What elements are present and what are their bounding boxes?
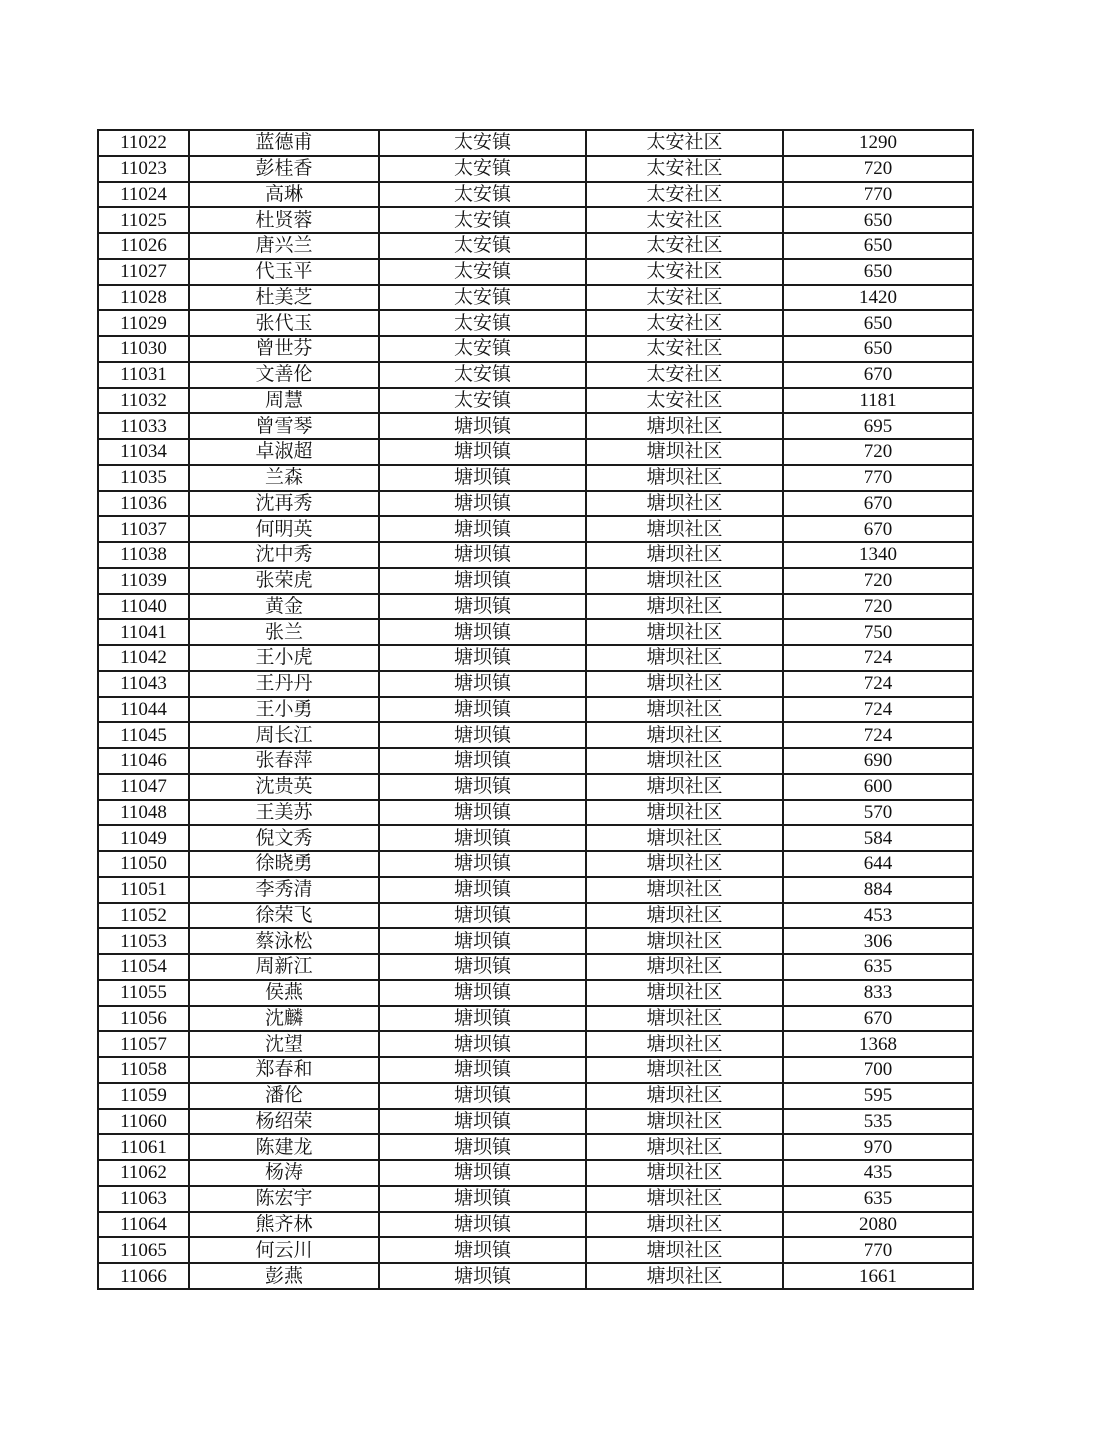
cell-id: 11031 bbox=[98, 362, 189, 388]
table-row bbox=[98, 774, 973, 800]
cell-community: 塘坝社区 bbox=[586, 1083, 783, 1109]
table-row bbox=[98, 1212, 973, 1238]
cell-id: 11040 bbox=[98, 594, 189, 620]
cell-town: 塘坝镇 bbox=[379, 1006, 586, 1032]
cell-name: 张兰 bbox=[189, 619, 379, 645]
table-row bbox=[98, 1083, 973, 1109]
cell-community: 塘坝社区 bbox=[586, 1031, 783, 1057]
table-row bbox=[98, 310, 973, 336]
table-row bbox=[98, 594, 973, 620]
cell-town: 塘坝镇 bbox=[379, 413, 586, 439]
cell-amount: 635 bbox=[783, 1186, 973, 1212]
cell-community: 塘坝社区 bbox=[586, 851, 783, 877]
cell-community: 塘坝社区 bbox=[586, 491, 783, 517]
cell-amount: 635 bbox=[783, 954, 973, 980]
cell-town: 塘坝镇 bbox=[379, 1109, 586, 1135]
table-row bbox=[98, 130, 973, 156]
cell-name: 潘伦 bbox=[189, 1083, 379, 1109]
cell-name: 杜美芝 bbox=[189, 285, 379, 311]
table-row bbox=[98, 1109, 973, 1135]
table-row bbox=[98, 568, 973, 594]
cell-name: 徐荣飞 bbox=[189, 903, 379, 929]
cell-community: 塘坝社区 bbox=[586, 877, 783, 903]
table-row bbox=[98, 851, 973, 877]
cell-amount: 650 bbox=[783, 310, 973, 336]
cell-community: 太安社区 bbox=[586, 156, 783, 182]
cell-name: 徐晓勇 bbox=[189, 851, 379, 877]
cell-id: 11051 bbox=[98, 877, 189, 903]
cell-id: 11064 bbox=[98, 1212, 189, 1238]
table-row bbox=[98, 439, 973, 465]
table-row bbox=[98, 465, 973, 491]
cell-community: 塘坝社区 bbox=[586, 1134, 783, 1160]
cell-town: 太安镇 bbox=[379, 362, 586, 388]
cell-id: 11033 bbox=[98, 413, 189, 439]
cell-name: 彭桂香 bbox=[189, 156, 379, 182]
cell-amount: 770 bbox=[783, 1237, 973, 1263]
cell-community: 塘坝社区 bbox=[586, 903, 783, 929]
cell-community: 塘坝社区 bbox=[586, 413, 783, 439]
cell-town: 塘坝镇 bbox=[379, 645, 586, 671]
table-row bbox=[98, 1057, 973, 1083]
cell-community: 塘坝社区 bbox=[586, 722, 783, 748]
cell-id: 11026 bbox=[98, 233, 189, 259]
cell-name: 张代玉 bbox=[189, 310, 379, 336]
cell-id: 11037 bbox=[98, 516, 189, 542]
cell-town: 塘坝镇 bbox=[379, 671, 586, 697]
cell-community: 太安社区 bbox=[586, 285, 783, 311]
cell-name: 王小勇 bbox=[189, 697, 379, 723]
cell-amount: 770 bbox=[783, 182, 973, 208]
cell-name: 高琳 bbox=[189, 182, 379, 208]
cell-community: 塘坝社区 bbox=[586, 1263, 783, 1289]
cell-name: 文善伦 bbox=[189, 362, 379, 388]
cell-town: 塘坝镇 bbox=[379, 594, 586, 620]
cell-amount: 650 bbox=[783, 336, 973, 362]
cell-community: 塘坝社区 bbox=[586, 439, 783, 465]
cell-name: 兰森 bbox=[189, 465, 379, 491]
cell-name: 杨绍荣 bbox=[189, 1109, 379, 1135]
cell-id: 11055 bbox=[98, 980, 189, 1006]
cell-town: 塘坝镇 bbox=[379, 1237, 586, 1263]
cell-community: 塘坝社区 bbox=[586, 645, 783, 671]
table-row bbox=[98, 825, 973, 851]
cell-name: 熊齐林 bbox=[189, 1212, 379, 1238]
cell-amount: 770 bbox=[783, 465, 973, 491]
cell-town: 塘坝镇 bbox=[379, 954, 586, 980]
cell-community: 塘坝社区 bbox=[586, 697, 783, 723]
cell-name: 曾世芬 bbox=[189, 336, 379, 362]
table-row bbox=[98, 800, 973, 826]
cell-name: 周长江 bbox=[189, 722, 379, 748]
cell-name: 张春萍 bbox=[189, 748, 379, 774]
cell-town: 塘坝镇 bbox=[379, 465, 586, 491]
cell-community: 塘坝社区 bbox=[586, 1006, 783, 1032]
cell-community: 太安社区 bbox=[586, 362, 783, 388]
cell-town: 塘坝镇 bbox=[379, 568, 586, 594]
cell-name: 陈宏宇 bbox=[189, 1186, 379, 1212]
cell-name: 张荣虎 bbox=[189, 568, 379, 594]
cell-amount: 720 bbox=[783, 594, 973, 620]
cell-community: 塘坝社区 bbox=[586, 825, 783, 851]
cell-town: 塘坝镇 bbox=[379, 1160, 586, 1186]
cell-id: 11049 bbox=[98, 825, 189, 851]
table-row bbox=[98, 619, 973, 645]
cell-name: 沈麟 bbox=[189, 1006, 379, 1032]
cell-id: 11057 bbox=[98, 1031, 189, 1057]
cell-id: 11053 bbox=[98, 928, 189, 954]
table-row bbox=[98, 1006, 973, 1032]
cell-town: 塘坝镇 bbox=[379, 697, 586, 723]
cell-amount: 570 bbox=[783, 800, 973, 826]
cell-name: 彭燕 bbox=[189, 1263, 379, 1289]
cell-id: 11063 bbox=[98, 1186, 189, 1212]
cell-town: 太安镇 bbox=[379, 233, 586, 259]
cell-community: 太安社区 bbox=[586, 233, 783, 259]
cell-community: 塘坝社区 bbox=[586, 954, 783, 980]
table-row bbox=[98, 928, 973, 954]
cell-id: 11028 bbox=[98, 285, 189, 311]
cell-amount: 453 bbox=[783, 903, 973, 929]
cell-town: 塘坝镇 bbox=[379, 774, 586, 800]
cell-town: 太安镇 bbox=[379, 182, 586, 208]
cell-town: 塘坝镇 bbox=[379, 1212, 586, 1238]
cell-amount: 306 bbox=[783, 928, 973, 954]
cell-amount: 1368 bbox=[783, 1031, 973, 1057]
cell-town: 塘坝镇 bbox=[379, 800, 586, 826]
table-row bbox=[98, 542, 973, 568]
cell-community: 塘坝社区 bbox=[586, 980, 783, 1006]
cell-amount: 670 bbox=[783, 516, 973, 542]
cell-town: 塘坝镇 bbox=[379, 748, 586, 774]
table-row bbox=[98, 259, 973, 285]
cell-community: 太安社区 bbox=[586, 388, 783, 414]
table-row bbox=[98, 336, 973, 362]
cell-name: 沈中秀 bbox=[189, 542, 379, 568]
cell-name: 何云川 bbox=[189, 1237, 379, 1263]
cell-id: 11023 bbox=[98, 156, 189, 182]
cell-id: 11034 bbox=[98, 439, 189, 465]
table-row bbox=[98, 697, 973, 723]
cell-name: 沈贵英 bbox=[189, 774, 379, 800]
cell-amount: 724 bbox=[783, 645, 973, 671]
cell-community: 太安社区 bbox=[586, 182, 783, 208]
cell-amount: 724 bbox=[783, 722, 973, 748]
cell-community: 塘坝社区 bbox=[586, 1057, 783, 1083]
cell-community: 太安社区 bbox=[586, 207, 783, 233]
table-row bbox=[98, 362, 973, 388]
cell-town: 塘坝镇 bbox=[379, 1031, 586, 1057]
cell-community: 塘坝社区 bbox=[586, 800, 783, 826]
table-row bbox=[98, 645, 973, 671]
table-row bbox=[98, 980, 973, 1006]
cell-amount: 720 bbox=[783, 439, 973, 465]
cell-id: 11046 bbox=[98, 748, 189, 774]
cell-id: 11038 bbox=[98, 542, 189, 568]
cell-name: 蔡泳松 bbox=[189, 928, 379, 954]
cell-id: 11043 bbox=[98, 671, 189, 697]
beneficiary-roster-table bbox=[97, 129, 974, 1290]
table-row bbox=[98, 1263, 973, 1289]
cell-id: 11045 bbox=[98, 722, 189, 748]
cell-name: 王小虎 bbox=[189, 645, 379, 671]
cell-amount: 1420 bbox=[783, 285, 973, 311]
cell-community: 太安社区 bbox=[586, 310, 783, 336]
cell-amount: 670 bbox=[783, 362, 973, 388]
cell-community: 塘坝社区 bbox=[586, 1160, 783, 1186]
table-row bbox=[98, 413, 973, 439]
cell-name: 周新江 bbox=[189, 954, 379, 980]
cell-id: 11035 bbox=[98, 465, 189, 491]
cell-id: 11025 bbox=[98, 207, 189, 233]
cell-name: 倪文秀 bbox=[189, 825, 379, 851]
cell-town: 塘坝镇 bbox=[379, 851, 586, 877]
cell-amount: 884 bbox=[783, 877, 973, 903]
cell-id: 11036 bbox=[98, 491, 189, 517]
cell-id: 11042 bbox=[98, 645, 189, 671]
cell-amount: 600 bbox=[783, 774, 973, 800]
table-row bbox=[98, 516, 973, 542]
cell-amount: 833 bbox=[783, 980, 973, 1006]
cell-town: 塘坝镇 bbox=[379, 928, 586, 954]
cell-town: 塘坝镇 bbox=[379, 619, 586, 645]
cell-name: 王美苏 bbox=[189, 800, 379, 826]
table-row bbox=[98, 877, 973, 903]
cell-town: 塘坝镇 bbox=[379, 516, 586, 542]
cell-amount: 690 bbox=[783, 748, 973, 774]
cell-id: 11032 bbox=[98, 388, 189, 414]
cell-amount: 1661 bbox=[783, 1263, 973, 1289]
cell-community: 塘坝社区 bbox=[586, 594, 783, 620]
cell-town: 太安镇 bbox=[379, 207, 586, 233]
cell-id: 11065 bbox=[98, 1237, 189, 1263]
cell-town: 太安镇 bbox=[379, 259, 586, 285]
cell-town: 塘坝镇 bbox=[379, 1134, 586, 1160]
cell-id: 11041 bbox=[98, 619, 189, 645]
cell-amount: 1340 bbox=[783, 542, 973, 568]
cell-id: 11029 bbox=[98, 310, 189, 336]
cell-community: 塘坝社区 bbox=[586, 671, 783, 697]
cell-name: 王丹丹 bbox=[189, 671, 379, 697]
cell-id: 11058 bbox=[98, 1057, 189, 1083]
cell-amount: 700 bbox=[783, 1057, 973, 1083]
cell-town: 塘坝镇 bbox=[379, 1057, 586, 1083]
cell-id: 11024 bbox=[98, 182, 189, 208]
cell-name: 杨涛 bbox=[189, 1160, 379, 1186]
cell-name: 侯燕 bbox=[189, 980, 379, 1006]
cell-amount: 535 bbox=[783, 1109, 973, 1135]
cell-community: 塘坝社区 bbox=[586, 568, 783, 594]
cell-name: 黄金 bbox=[189, 594, 379, 620]
cell-town: 塘坝镇 bbox=[379, 439, 586, 465]
cell-town: 塘坝镇 bbox=[379, 825, 586, 851]
cell-id: 11044 bbox=[98, 697, 189, 723]
cell-id: 11052 bbox=[98, 903, 189, 929]
cell-community: 塘坝社区 bbox=[586, 465, 783, 491]
cell-id: 11022 bbox=[98, 130, 189, 156]
cell-id: 11060 bbox=[98, 1109, 189, 1135]
cell-community: 塘坝社区 bbox=[586, 516, 783, 542]
cell-name: 沈望 bbox=[189, 1031, 379, 1057]
cell-amount: 720 bbox=[783, 568, 973, 594]
cell-town: 塘坝镇 bbox=[379, 1186, 586, 1212]
cell-town: 塘坝镇 bbox=[379, 1263, 586, 1289]
cell-name: 蓝德甫 bbox=[189, 130, 379, 156]
cell-amount: 650 bbox=[783, 207, 973, 233]
cell-name: 卓淑超 bbox=[189, 439, 379, 465]
table-row bbox=[98, 1186, 973, 1212]
cell-amount: 720 bbox=[783, 156, 973, 182]
table-body bbox=[98, 130, 973, 1289]
cell-name: 曾雪琴 bbox=[189, 413, 379, 439]
cell-amount: 644 bbox=[783, 851, 973, 877]
cell-name: 代玉平 bbox=[189, 259, 379, 285]
cell-town: 太安镇 bbox=[379, 130, 586, 156]
cell-town: 太安镇 bbox=[379, 336, 586, 362]
table-row bbox=[98, 182, 973, 208]
cell-amount: 724 bbox=[783, 697, 973, 723]
cell-amount: 1181 bbox=[783, 388, 973, 414]
table-row bbox=[98, 207, 973, 233]
cell-id: 11047 bbox=[98, 774, 189, 800]
cell-id: 11062 bbox=[98, 1160, 189, 1186]
cell-community: 塘坝社区 bbox=[586, 542, 783, 568]
cell-id: 11030 bbox=[98, 336, 189, 362]
cell-id: 11059 bbox=[98, 1083, 189, 1109]
cell-name: 李秀清 bbox=[189, 877, 379, 903]
cell-name: 何明英 bbox=[189, 516, 379, 542]
table-row bbox=[98, 1237, 973, 1263]
cell-town: 塘坝镇 bbox=[379, 491, 586, 517]
cell-amount: 650 bbox=[783, 233, 973, 259]
cell-id: 11027 bbox=[98, 259, 189, 285]
cell-amount: 2080 bbox=[783, 1212, 973, 1238]
table-row bbox=[98, 722, 973, 748]
cell-id: 11048 bbox=[98, 800, 189, 826]
cell-amount: 670 bbox=[783, 491, 973, 517]
table-row bbox=[98, 1134, 973, 1160]
cell-amount: 750 bbox=[783, 619, 973, 645]
cell-amount: 670 bbox=[783, 1006, 973, 1032]
table-row bbox=[98, 1031, 973, 1057]
cell-name: 郑春和 bbox=[189, 1057, 379, 1083]
cell-community: 太安社区 bbox=[586, 130, 783, 156]
cell-community: 塘坝社区 bbox=[586, 774, 783, 800]
cell-id: 11050 bbox=[98, 851, 189, 877]
cell-town: 塘坝镇 bbox=[379, 542, 586, 568]
table-row bbox=[98, 1160, 973, 1186]
cell-amount: 695 bbox=[783, 413, 973, 439]
cell-community: 太安社区 bbox=[586, 259, 783, 285]
cell-town: 塘坝镇 bbox=[379, 1083, 586, 1109]
table-row bbox=[98, 954, 973, 980]
cell-name: 陈建龙 bbox=[189, 1134, 379, 1160]
cell-community: 塘坝社区 bbox=[586, 1186, 783, 1212]
cell-amount: 970 bbox=[783, 1134, 973, 1160]
cell-town: 塘坝镇 bbox=[379, 903, 586, 929]
cell-community: 塘坝社区 bbox=[586, 1237, 783, 1263]
cell-town: 太安镇 bbox=[379, 156, 586, 182]
cell-community: 塘坝社区 bbox=[586, 748, 783, 774]
cell-id: 11061 bbox=[98, 1134, 189, 1160]
cell-town: 太安镇 bbox=[379, 388, 586, 414]
cell-name: 周慧 bbox=[189, 388, 379, 414]
table-row bbox=[98, 671, 973, 697]
cell-amount: 650 bbox=[783, 259, 973, 285]
cell-amount: 595 bbox=[783, 1083, 973, 1109]
table-row bbox=[98, 491, 973, 517]
table-row bbox=[98, 156, 973, 182]
table-row bbox=[98, 748, 973, 774]
cell-town: 太安镇 bbox=[379, 285, 586, 311]
cell-name: 杜贤蓉 bbox=[189, 207, 379, 233]
cell-community: 塘坝社区 bbox=[586, 1212, 783, 1238]
cell-id: 11056 bbox=[98, 1006, 189, 1032]
cell-town: 塘坝镇 bbox=[379, 722, 586, 748]
cell-id: 11039 bbox=[98, 568, 189, 594]
cell-town: 塘坝镇 bbox=[379, 980, 586, 1006]
cell-community: 塘坝社区 bbox=[586, 1109, 783, 1135]
cell-town: 太安镇 bbox=[379, 310, 586, 336]
cell-town: 塘坝镇 bbox=[379, 877, 586, 903]
cell-id: 11054 bbox=[98, 954, 189, 980]
cell-amount: 435 bbox=[783, 1160, 973, 1186]
table-row bbox=[98, 285, 973, 311]
cell-name: 沈再秀 bbox=[189, 491, 379, 517]
table-row bbox=[98, 233, 973, 259]
cell-amount: 724 bbox=[783, 671, 973, 697]
cell-amount: 1290 bbox=[783, 130, 973, 156]
cell-community: 太安社区 bbox=[586, 336, 783, 362]
cell-community: 塘坝社区 bbox=[586, 928, 783, 954]
cell-amount: 584 bbox=[783, 825, 973, 851]
cell-name: 唐兴兰 bbox=[189, 233, 379, 259]
table-row bbox=[98, 388, 973, 414]
cell-id: 11066 bbox=[98, 1263, 189, 1289]
cell-community: 塘坝社区 bbox=[586, 619, 783, 645]
table-row bbox=[98, 903, 973, 929]
